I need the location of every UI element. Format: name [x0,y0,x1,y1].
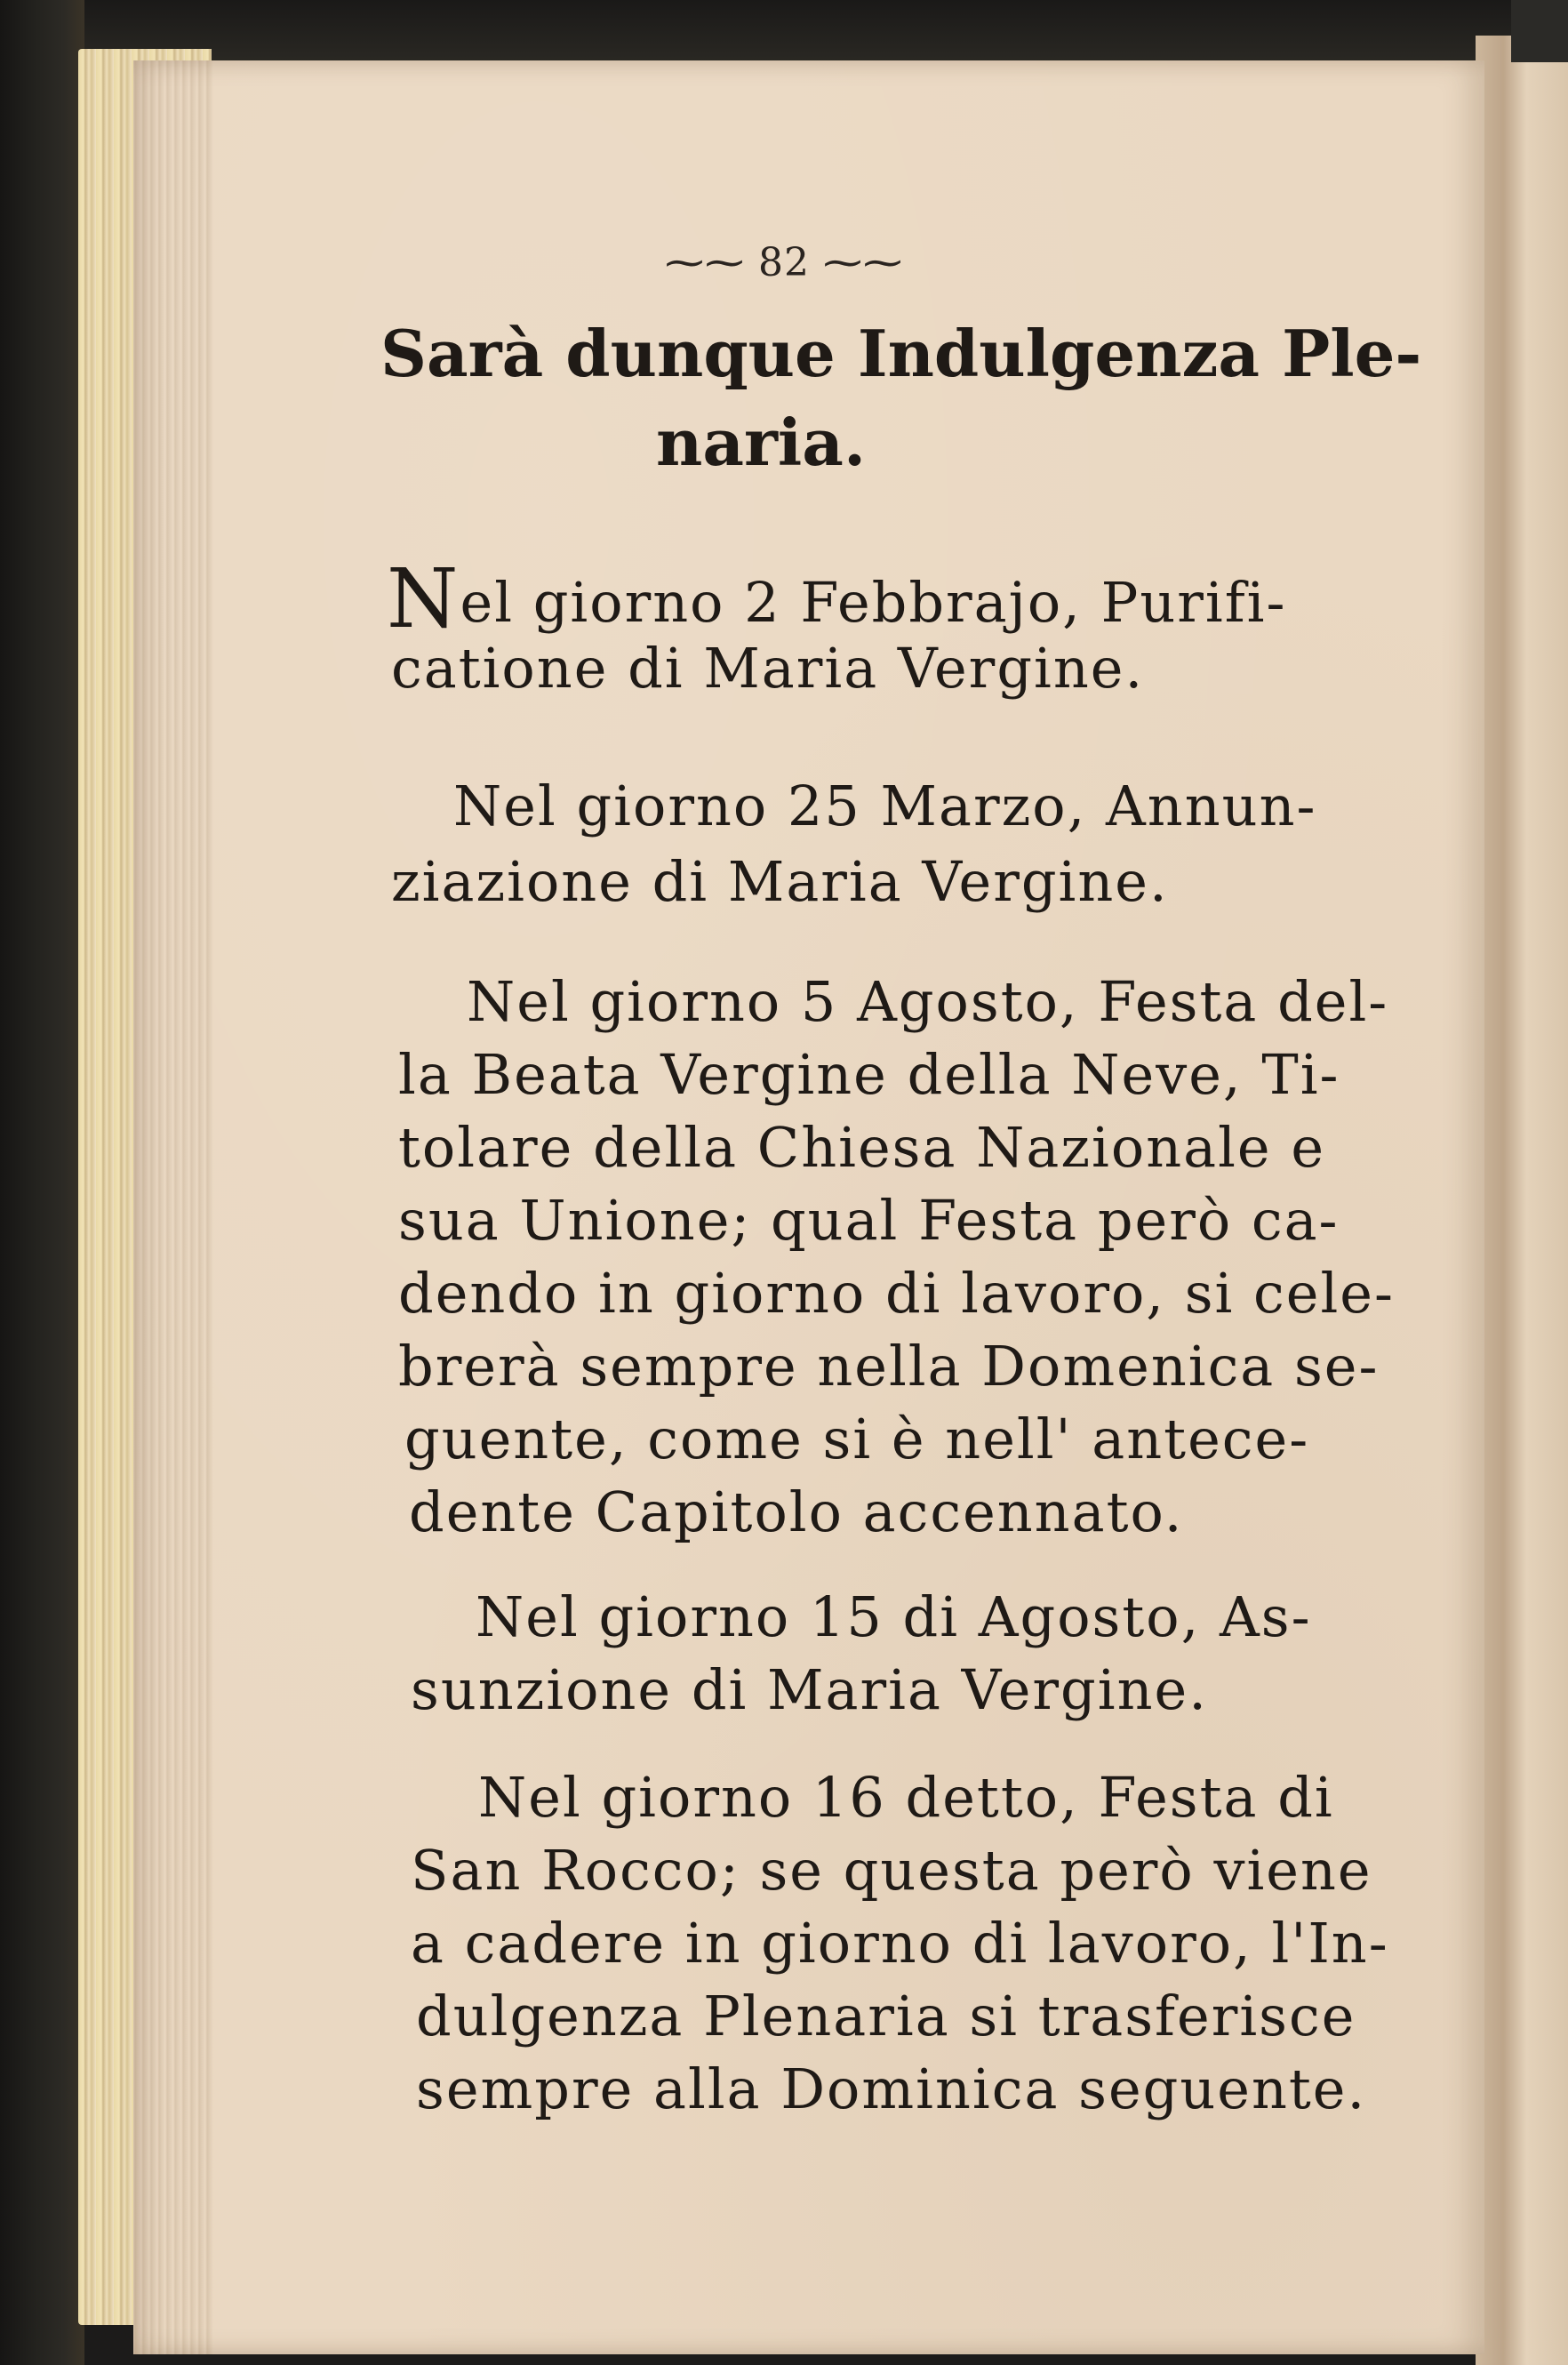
heading-line-2: naria. [656,405,867,480]
paragraph-2-line-2: ziazione di Maria Vergine. [391,849,1169,914]
paragraph-3-line-8: dente Capitolo accennato. [409,1479,1184,1544]
paragraph-3-line-5: dendo in giorno di lavoro, si cele- [398,1261,1395,1326]
paragraph-1-line-1 [387,551,1286,646]
heading-line-1: Sarà dunque Indulgenza Ple- [380,316,1422,391]
paragraph-4-line-2: sunzione di Maria Vergine. [411,1657,1208,1722]
paragraph-5-line-1: Nel giorno 16 detto, Festa di [478,1765,1334,1830]
paragraph-2-line-1: Nel giorno 25 Marzo, Annun- [453,774,1317,838]
book-binding [0,0,84,2365]
paragraph-1-line-2: catione di Maria Vergine. [391,636,1145,701]
paragraph-3-line-3: tolare della Chiesa Nazionale e [398,1115,1326,1180]
page-inner-edge [133,60,213,2354]
paragraph-5-line-4: dulgenza Plenaria si trasferisce [416,1984,1356,2048]
paragraph-3-line-2: la Beata Vergine della Neve, Ti- [398,1042,1340,1107]
paragraph-4-line-1: Nel giorno 15 di Agosto, As- [476,1584,1312,1649]
page-number [0,240,1568,285]
page-number-value: 82 [758,240,810,285]
paragraph-3-line-7: guente, come si è nell' antece- [404,1407,1310,1471]
paragraph-5-line-2: San Rocco; se questa però viene [411,1838,1372,1903]
page-number-ornament-right: ⁓⁓ [823,240,903,285]
book-board-corner [1511,0,1568,62]
paragraph-3-line-1: Nel giorno 5 Agosto, Festa del- [467,969,1389,1034]
book-gutter [1476,36,1568,2365]
paragraph-1-dropcap: N [387,551,460,646]
paragraph-1-line-1-text: el giorno 2 Febbrajo, Purifi- [460,570,1287,635]
book-board-top [0,0,1568,62]
paragraph-5-line-3: a cadere in giorno di lavoro, l'In- [411,1911,1389,1976]
paragraph-5-line-5: sempre alla Dominica seguente. [416,2056,1367,2121]
page-number-ornament-left: ⁓⁓ [665,240,745,285]
paragraph-3-line-4: sua Unione; qual Festa però ca- [398,1188,1340,1253]
paragraph-3-line-6: brerà sempre nella Domenica se- [398,1334,1380,1399]
